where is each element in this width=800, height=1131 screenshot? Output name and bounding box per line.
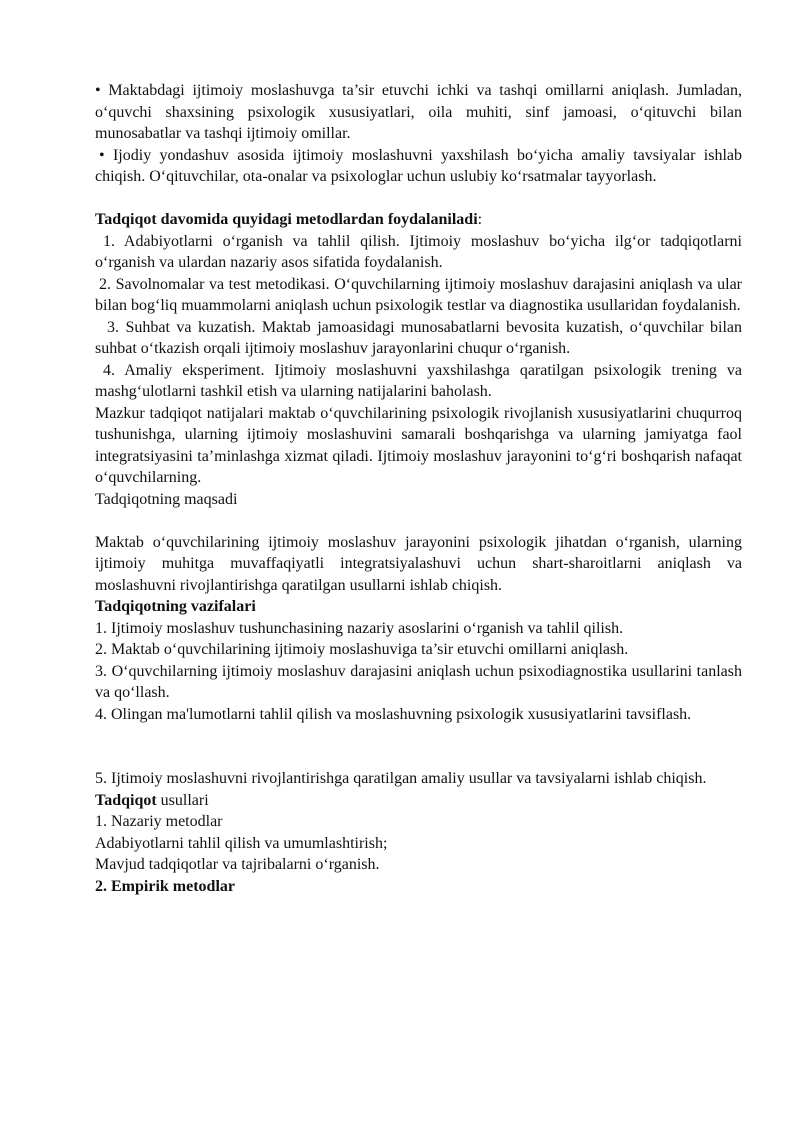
theoretical-method-2: Mavjud tadqiqotlar va tajribalarni o‘rganish. <box>95 856 380 873</box>
paragraph-summary: Mazkur tadqiqot natijalari maktab o‘quvchilarining psixologik rivojlanish xususiyatlarini chuqurroq tushunishga, ularning ijtimoiy moslashuvini samarali boshqarishga va ularning jamiyatga faol integratsiyasini ta’minlashga xizmat qiladi. Ijtimoiy moslashuv jarayonini to‘g‘ri boshqarish nafaqat o‘quvchilarning. <box>95 404 742 486</box>
empirical-methods: 2. Empirik metodlar <box>95 877 235 895</box>
task-item-4: 4. Olingan ma'lumotlarni tahlil qilish va moslashuvning psixologik xususiyatlarini tavsiflash. <box>95 705 692 723</box>
method-item-4: 4. Amaliy eksperiment. Ijtimoiy moslashuvni yaxshilashga qaratilgan psixologik trening va mashg‘ulotlarni tashkil etish va ularning natijalarini baholash. <box>95 361 742 400</box>
methods-section-heading <box>95 790 742 812</box>
method-item-3: 3. Suhbat va kuzatish. Maktab jamoasidagi munosabatlarni bevosita kuzatish, o‘quvchilar bilan suhbat o‘tkazish orqali ijtimoiy moslashuv jarayonlarini chuqur o‘rganish. <box>95 318 742 357</box>
paragraph-recommendations: • Ijodiy yondashuv asosida ijtimoiy moslashuvni yaxshilash bo‘yicha amaliy tavsiyalar ishlab chiqish. O‘qituvchilar, ota-onalar va psixologlar uchun uslubiy ko‘rsatmalar tayyorlash. <box>95 146 742 185</box>
task-item-5: 5. Ijtimoiy moslashuvni rivojlantirishga qaratilgan amaliy usullar va tavsiyalarni ishlab chiqish. <box>95 770 707 787</box>
paragraph-factors: • Maktabdagi ijtimoiy moslashuvga ta’sir etuvchi ichki va tashqi omillarni aniqlash. Jumladan, o‘quvchi shaxsining psixologik xususiyatlari, oila muhiti, sinf jamoasi, o‘qituvchi bilan munosabatlar va tashqi ijtimoiy omillar. <box>95 82 742 142</box>
theoretical-methods: 1. Nazariy metodlar <box>95 813 223 830</box>
task-item-2: 2. Maktab o‘quvchilarining ijtimoiy moslashuviga ta’sir etuvchi omillarni aniqlash. <box>95 641 629 658</box>
methods-heading-colon: : <box>477 211 483 228</box>
methods-section-heading-rest: usullari <box>156 791 209 809</box>
goal-text: Maktab o‘quvchilarining ijtimoiy moslashuv jarayonini psixologik jihatdan o‘rganish, ularning ijtimoiy muhitga muvaffaqiyatli integratsiyalashuvi uchun shart-sharoitlarni aniqlash va moslashuvni rivojlantirishga qaratilgan usullarni ishlab chiqish. <box>95 533 742 594</box>
spacer <box>95 188 742 210</box>
task-item-1: 1. Ijtimoiy moslashuv tushunchasining nazariy asoslarini o‘rganish va tahlil qilish. <box>95 619 624 637</box>
spacer <box>95 510 742 532</box>
methods-heading: Tadqiqot davomida quyidagi metodlardan foydalaniladi <box>95 211 478 228</box>
methods-section-heading-bold: Tadqiqot <box>95 791 157 809</box>
spacer <box>95 725 742 768</box>
task-item-3: 3. O‘quvchilarning ijtimoiy moslashuv darajasini aniqlash uchun psixodiagnostika usullarini tanlash va qo‘llash. <box>95 662 742 701</box>
goal-heading: Tadqiqotning maqsadi <box>95 490 238 508</box>
tasks-heading: Tadqiqotning vazifalari <box>95 598 256 615</box>
theoretical-method-1: Adabiyotlarni tahlil qilish va umumlashtirish; <box>95 834 388 852</box>
method-item-2: 2. Savolnomalar va test metodikasi. O‘quvchilarning ijtimoiy moslashuv darajasini aniqlash va ular bilan bog‘liq muammolarni aniqlash uchun psixologik testlar va diagnostika usullaridan foydalanish. <box>95 275 742 314</box>
methods-heading-line <box>95 209 742 231</box>
method-item-1: 1. Adabiyotlarni o‘rganish va tahlil qilish. Ijtimoiy moslashuv bo‘yicha ilg‘or tadqiqotlarni o‘rganish va ulardan nazariy asos sifatida foydalanish. <box>95 232 742 271</box>
document-page <box>95 80 742 897</box>
